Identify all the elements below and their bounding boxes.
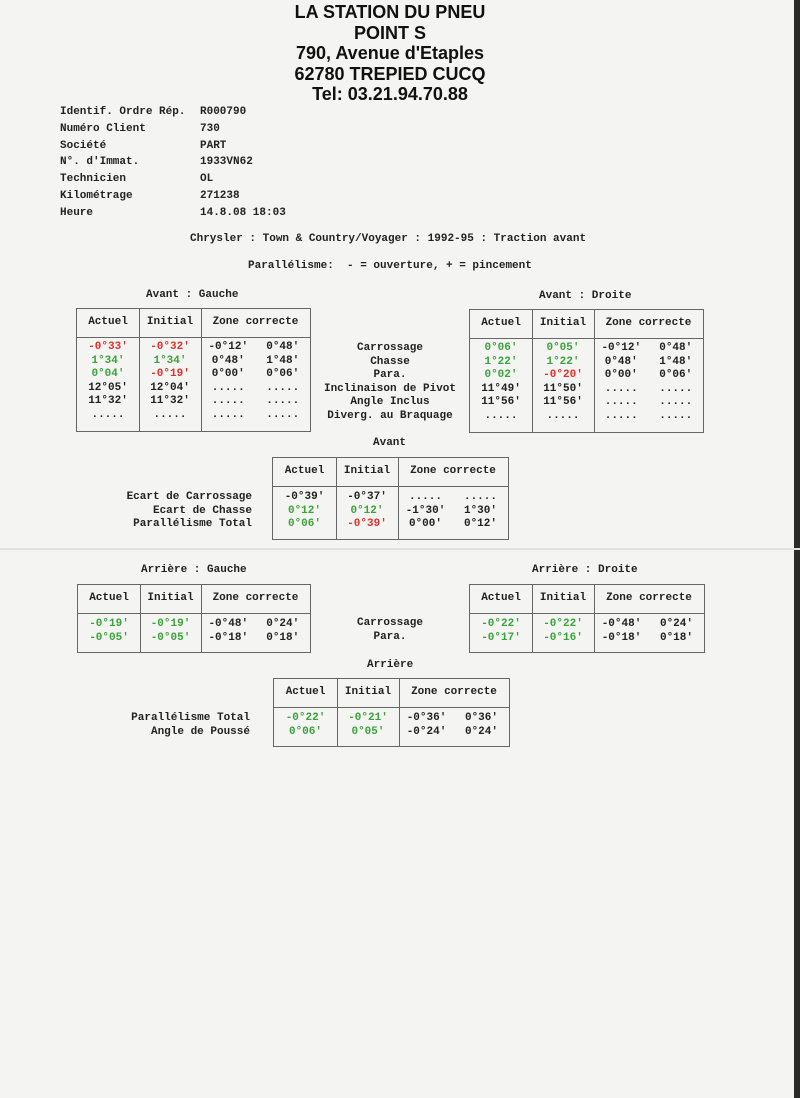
info-value: 14.8.08 18:03 [200, 206, 286, 219]
value-zone-min: ..... [211, 409, 245, 421]
value-actuel: -0°22' [285, 712, 326, 724]
col-header-initial: Initial [343, 465, 391, 477]
col-header-zone: Zone correcte [606, 592, 692, 604]
parameter-label: Ecart de Carrossage [126, 491, 252, 503]
value-zone-max: ..... [659, 396, 693, 409]
value-zone-max: 1°30' [463, 504, 497, 517]
front-total-title: Avant [373, 437, 407, 449]
toe-legend: Parallélisme: - = ouverture, + = pincement [248, 260, 532, 272]
value-actuel: 1°22' [484, 355, 518, 368]
value-initial: -0°22' [543, 618, 583, 630]
parameter-label: Carrossage [356, 342, 423, 354]
value-zone-max: ..... [659, 410, 693, 422]
value-actuel: 0°04' [91, 368, 125, 381]
value-zone-min: -0°36' [406, 712, 447, 724]
value-initial: -0°39' [347, 518, 387, 531]
col-header-actuel: Actuel [481, 592, 521, 604]
col-header-initial: Initial [539, 592, 587, 604]
vehicle-line: Chrysler : Town & Country/Voyager : 1992-95 : Traction avant [190, 233, 587, 245]
value-actuel: 1°34' [91, 354, 125, 367]
value-zone-max: ..... [266, 381, 300, 394]
col-header-actuel: Actuel [481, 317, 521, 329]
value-zone-min: -0°12' [601, 342, 642, 354]
value-zone-max: ..... [266, 395, 300, 408]
value-zone-min: ..... [604, 382, 638, 395]
value-initial: -0°20' [543, 369, 583, 382]
info-value: R000790 [200, 106, 247, 118]
value-actuel: 0°02' [484, 369, 518, 382]
col-header-actuel: Actuel [89, 592, 129, 604]
value-zone-max: 0°06' [659, 369, 693, 382]
value-zone-min: -0°24' [406, 725, 447, 738]
value-zone-min: ..... [604, 410, 638, 422]
shop-header [0, 2, 780, 105]
value-initial: -0°19' [150, 368, 190, 381]
value-zone-max: 0°48' [266, 341, 300, 353]
value-actuel: ..... [91, 409, 125, 421]
parameter-label: Inclinaison de Pivot [323, 382, 457, 395]
col-header-zone: Zone correcte [411, 686, 497, 698]
value-initial: -0°37' [347, 491, 387, 503]
parameter-label: Parallélisme Total [133, 518, 252, 531]
value-zone-min: ..... [211, 395, 245, 408]
rear-right-title: Arrière : Droite [532, 564, 638, 576]
info-label: Technicien [60, 173, 127, 186]
value-zone-min: 0°48' [604, 355, 638, 368]
value-zone-min: ..... [604, 396, 638, 409]
col-header-initial: Initial [539, 317, 587, 329]
value-zone-min: 0°00' [408, 518, 442, 531]
value-zone-max: ..... [463, 491, 497, 503]
rear-total-table [273, 678, 510, 747]
col-header-zone: Zone correcte [410, 465, 496, 477]
value-initial: -0°16' [543, 631, 583, 644]
parameter-label: Chasse [370, 355, 410, 368]
col-header-zone: Zone correcte [212, 592, 299, 604]
rear-left-title: Arrière : Gauche [141, 564, 247, 576]
front-total-table [272, 457, 509, 540]
value-initial: 0°05' [546, 342, 580, 354]
value-zone-max: 0°24' [464, 725, 498, 738]
value-initial: 0°12' [350, 504, 384, 517]
value-initial: 11°50' [543, 382, 583, 395]
col-header-zone: Zone correcte [605, 317, 692, 329]
col-header-initial: Initial [146, 316, 194, 328]
info-label: Société [60, 139, 107, 152]
value-zone-max: 0°12' [463, 518, 497, 531]
value-initial: 1°22' [546, 355, 580, 368]
col-header-initial: Initial [344, 686, 392, 698]
info-value: 1933VN62 [200, 156, 253, 169]
col-header-actuel: Actuel [88, 316, 128, 328]
value-initial: 11°32' [150, 395, 190, 408]
value-zone-min: 0°00' [211, 368, 245, 381]
info-value: OL [200, 173, 214, 186]
info-value: 271238 [200, 189, 240, 202]
info-label: Kilométrage [60, 189, 133, 202]
value-zone-max: 0°24' [266, 618, 300, 630]
parameter-label: Carrossage [356, 617, 423, 629]
info-value: PART [200, 139, 227, 152]
value-zone-max: ..... [659, 382, 693, 395]
value-zone-min: -0°18' [208, 631, 249, 644]
value-initial: ..... [153, 409, 187, 421]
value-zone-min: 0°48' [211, 354, 245, 367]
value-zone-min: 0°00' [604, 369, 638, 382]
value-zone-max: 0°06' [266, 368, 300, 381]
info-value: 730 [200, 122, 220, 135]
info-label: Heure [60, 206, 94, 219]
parameter-label: Para. [373, 369, 407, 382]
value-initial: -0°21' [348, 712, 388, 724]
value-zone-max: 0°18' [659, 631, 693, 644]
parameter-label: Angle de Poussé [150, 725, 250, 738]
value-zone-max: 1°48' [266, 354, 300, 367]
value-zone-max: ..... [266, 409, 300, 421]
value-actuel: -0°39' [284, 491, 325, 503]
value-actuel: -0°05' [89, 631, 129, 644]
value-zone-min: ..... [211, 381, 245, 394]
parameter-label: Angle Inclus [350, 396, 430, 409]
info-label: N°. d'Immat. [60, 156, 140, 169]
value-zone-min: ..... [408, 491, 442, 503]
value-initial: 0°05' [351, 725, 385, 738]
shop-brand: POINT S [353, 22, 426, 43]
value-zone-min: -0°48' [208, 618, 249, 630]
value-actuel: 0°06' [287, 518, 321, 531]
front-right-title: Avant : Droite [539, 290, 632, 302]
value-actuel: 11°56' [481, 396, 521, 409]
shop-phone: Tel: 03.21.94.70.88 [312, 84, 468, 104]
parameter-label: Ecart de Chasse [152, 504, 252, 517]
col-header-initial: Initial [147, 592, 194, 604]
value-initial: -0°19' [150, 618, 191, 630]
info-label: Identif. Ordre Rép. [60, 106, 186, 118]
value-actuel: 0°06' [288, 725, 322, 738]
front-right-table [469, 309, 704, 433]
value-zone-max: 0°24' [659, 618, 693, 630]
shop-city: 62780 TREPIED CUCQ [294, 63, 486, 84]
value-initial: 11°56' [543, 396, 583, 409]
value-zone-min: -0°48' [601, 618, 642, 630]
value-actuel: 11°32' [88, 395, 128, 408]
col-header-actuel: Actuel [285, 686, 326, 698]
paper-fold [0, 548, 800, 550]
rear-total-title: Arrière [367, 659, 414, 671]
value-actuel: 0°06' [484, 342, 518, 354]
front-left-table [76, 308, 311, 432]
parameter-label: Para. [373, 630, 407, 643]
value-zone-min: -0°18' [601, 631, 642, 644]
value-actuel: ..... [484, 410, 518, 422]
value-zone-min: -1°30' [405, 504, 446, 517]
value-actuel: 11°49' [481, 382, 521, 395]
rear-right-table [469, 584, 705, 653]
parameter-label: Diverg. au Braquage [327, 410, 453, 422]
front-left-title: Avant : Gauche [146, 289, 239, 301]
value-actuel: -0°17' [481, 631, 521, 644]
col-header-actuel: Actuel [284, 465, 325, 477]
value-actuel: 0°12' [287, 504, 321, 517]
parameter-label: Parallélisme Total [131, 712, 250, 724]
value-initial: -0°05' [150, 631, 191, 644]
value-zone-min: -0°12' [208, 341, 249, 353]
value-actuel: 12°05' [88, 381, 128, 394]
shop-name: LA STATION DU PNEU [294, 2, 486, 22]
info-label: Numéro Client [60, 122, 146, 135]
value-actuel: -0°22' [481, 618, 521, 630]
value-initial: ..... [546, 410, 580, 422]
value-zone-max: 0°18' [266, 631, 300, 644]
shop-street: 790, Avenue d'Etaples [295, 43, 485, 63]
value-initial: -0°32' [150, 341, 190, 353]
value-initial: 1°34' [153, 354, 187, 367]
value-zone-max: 0°36' [464, 712, 498, 724]
value-actuel: -0°19' [89, 618, 129, 630]
value-actuel: -0°33' [88, 341, 128, 353]
value-zone-max: 1°48' [659, 355, 693, 368]
value-initial: 12°04' [150, 381, 190, 394]
value-zone-max: 0°48' [659, 342, 693, 354]
col-header-zone: Zone correcte [212, 316, 299, 328]
rear-left-table [77, 584, 311, 653]
